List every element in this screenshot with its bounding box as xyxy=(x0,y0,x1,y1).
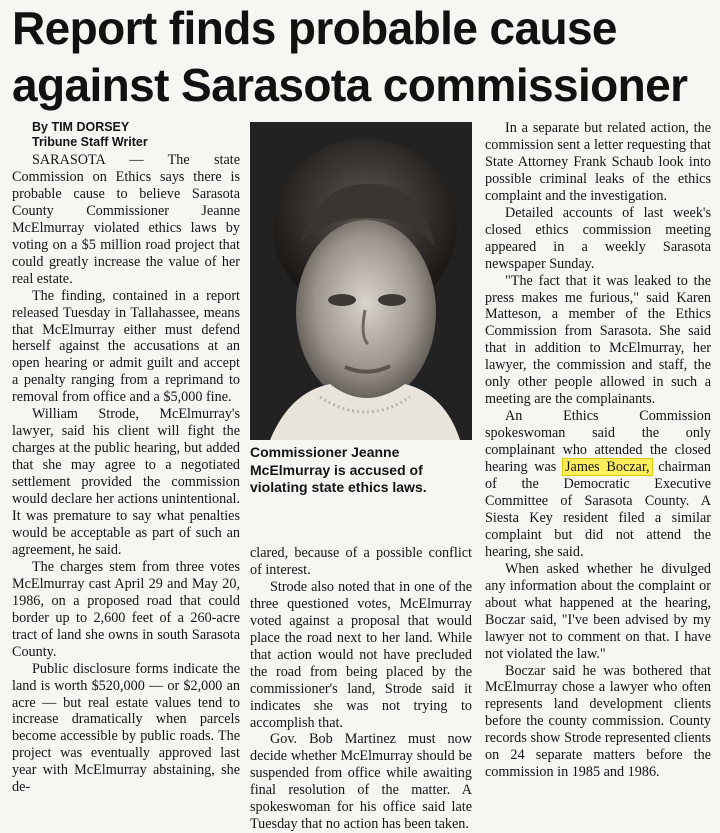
paragraph: The charges stem from three votes McElmurray cast April 29 and May 20, 1986, on a proposed road that could border up to 2,600 feet of a 260-acre tract of land she owns in south Sarasota County. xyxy=(12,558,240,660)
paragraph: William Strode, McElmurray's lawyer, said his client will fight the charges at the public hearing, but added that she may agree to a negotiated settlement provided the commission would declare her actions unintentional. It was premature to say what penalties would be acceptable as part of such an agreement, he said. xyxy=(12,406,240,558)
paragraph: The finding, contained in a report released Tuesday in Tallahassee, means that McElmurray either must defend herself against the accusations at an open hearing or admit guilt and accept a penalty ranging from a reprimand to removal from office and a $5,000 fine. xyxy=(12,287,240,406)
paragraph-boczar xyxy=(485,408,711,561)
paragraph-continuation: clared, because of a possible conflict of interest. xyxy=(250,545,472,578)
paragraph: SARASOTA — The state Commission on Ethics says there is probable cause to believe Sarasota County Commissioner Jeanne McElmurray violated ethics laws by voting on a $5 million road project that could greatly increase the value of her real estate. xyxy=(12,152,240,287)
byline-title: Tribune Staff Writer xyxy=(32,135,148,149)
article-column-3 xyxy=(485,120,711,781)
commissioner-photo xyxy=(250,122,472,440)
boczar-text-after: chairman of the Democratic Executive Committee of Sarasota County. A Siesta Key resident filed a similar complaint but did not attend the hearing, she said. xyxy=(485,459,712,560)
byline-author: By TIM DORSEY xyxy=(32,120,130,134)
paragraph: Detailed accounts of last week's closed ethics commission meeting appeared in a weekly Sarasota newspaper Sunday. xyxy=(485,204,711,272)
paragraph: In a separate but related action, the commission sent a letter requesting that State Attorney Frank Schaub look into possible criminal leaks of the ethics complaint and the investigation. xyxy=(485,120,711,204)
paragraph: When asked whether he divulged any information about the complaint or about what happened at the hearing, Boczar said, "I've been advised by my lawyer not to comment on that. I have not violated the law." xyxy=(485,560,711,662)
boczar-text-before: An Ethics Commission spokeswoman said the only complainant who attended the closed hearing was xyxy=(485,408,711,476)
headline xyxy=(12,0,712,114)
highlighted-name[interactable]: James Boczar, xyxy=(565,459,650,476)
article-column-2 xyxy=(250,545,472,833)
headline-line-2: against Sarasota commissioner xyxy=(12,59,688,111)
portrait-image xyxy=(250,122,472,440)
paragraph: Strode also noted that in one of the three questioned votes, McElmurray voted against a proposal that would place the road next to her land. While that action would not have precluded the road from being placed by the commissioner's land, Strode said it indicates she was not trying to accomplish that. xyxy=(250,578,472,731)
paragraph: Boczar said he was bothered that McElmurray chose a lawyer who often represents land development clients before the county commission. County records show Strode represented clients on 24 separate matters before the commission in 1985 and 1986. xyxy=(485,662,711,781)
photo-caption: Commissioner Jeanne McElmurray is accused of violating state ethics laws. xyxy=(250,444,427,495)
article-column-1 xyxy=(12,120,240,796)
paragraph: Public disclosure forms indicate the land is worth $520,000 — or $2,000 an acre — but real estate values tend to increase dramatically when parcels become accessible by public roads. The project was eventually approved last year with McElmurray abstaining, she de- xyxy=(12,660,240,796)
paragraph: Gov. Bob Martinez must now decide whether McElmurray should be suspended from office while awaiting final resolution of the matter. A spokeswoman for his office said late Tuesday that no action has been taken. xyxy=(250,731,472,833)
headline-line-1: Report finds probable cause xyxy=(12,2,617,54)
paragraph: "The fact that it was leaked to the press makes me furious," said Karen Matteson, a member of the Ethics Commission from Sarasota. She said that in addition to McElmurray, her lawyer, the commission and staff, the only other people allowed in such a meeting are the complainants. xyxy=(485,272,711,408)
